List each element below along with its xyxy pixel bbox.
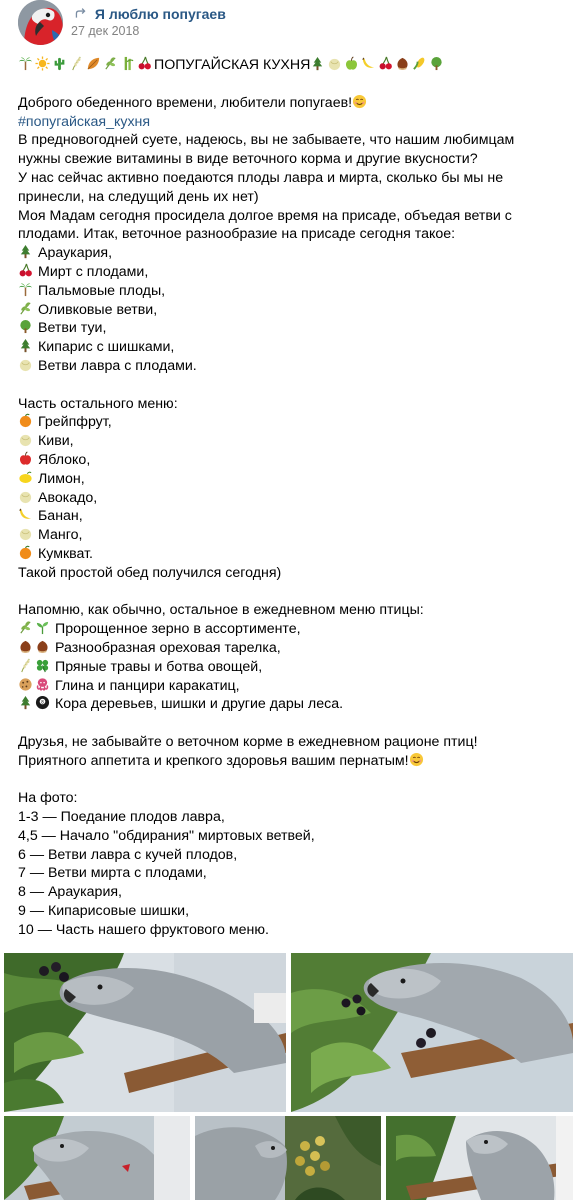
apple-icon xyxy=(18,451,33,466)
photo-caption: 7 — Ветви мирта с плодами, xyxy=(18,865,207,882)
intro-line: Моя Мадам сегодня просидела долгое время на присаде, объедая ветви с xyxy=(18,207,512,224)
intro-line: принесли, на следущий день их нет) xyxy=(18,188,259,205)
photo-caption: 10 — Часть нашего фруктового меню. xyxy=(18,921,269,938)
menu-item-text: Лимон, xyxy=(38,470,85,487)
closing-line-2 xyxy=(18,752,558,771)
round-tree-icon xyxy=(18,319,33,334)
branch-item-text: Кипарис с шишками, xyxy=(38,339,175,356)
daily-list xyxy=(18,620,558,714)
chestnut-icon xyxy=(35,639,50,654)
photo-5[interactable] xyxy=(386,1116,573,1200)
octopus-icon xyxy=(35,677,50,692)
billiard-ball-icon xyxy=(35,695,50,710)
menu-item xyxy=(18,507,558,526)
chestnut-icon xyxy=(395,56,410,71)
cactus-icon xyxy=(52,56,67,71)
repost-icon xyxy=(74,7,87,20)
photo-caption-list xyxy=(18,808,558,940)
cherries-icon xyxy=(378,56,393,71)
green-apple-icon xyxy=(344,56,359,71)
menu-item-text: Яблоко, xyxy=(38,451,91,468)
menu-item xyxy=(18,451,558,470)
avatar[interactable] xyxy=(18,0,63,45)
melon-icon xyxy=(18,526,33,541)
branch-item-text: Ветви лавра с плодами. xyxy=(38,357,197,374)
photo-3[interactable] xyxy=(4,1116,190,1200)
menu-item xyxy=(18,526,558,545)
chestnut-icon xyxy=(18,639,33,654)
melon-icon xyxy=(18,357,33,372)
menu-heading: Часть остального меню: xyxy=(18,395,178,412)
menu-outro: Такой простой обед получился сегодня) xyxy=(18,564,282,581)
daily-item xyxy=(18,639,558,658)
closing-text: Приятного аппетита и крепкого здоровья вашим пернатым! xyxy=(18,752,409,769)
closing-line-1: Друзья, не забывайте о веточном корме в ежедневном рационе птиц! xyxy=(18,733,478,750)
menu-item-text: Киви, xyxy=(38,433,74,450)
post-title: ПОПУГАЙСКАЯ КУХНЯ xyxy=(154,57,311,73)
smile-icon xyxy=(409,752,424,767)
intro-line: нужны свежие витамины в виде веточного корма и другие вкусности? xyxy=(18,151,478,168)
tree-icon xyxy=(18,338,33,353)
melon-icon xyxy=(18,489,33,504)
daily-item xyxy=(18,677,558,696)
post-text xyxy=(18,55,558,940)
menu-item-text: Грейпфрут, xyxy=(38,414,112,431)
branch-item xyxy=(18,244,558,263)
photo-1[interactable] xyxy=(4,953,286,1112)
palm-icon xyxy=(18,282,33,297)
branch-item xyxy=(18,282,558,301)
tree-icon xyxy=(18,695,33,710)
menu-item xyxy=(18,432,558,451)
branch-item xyxy=(18,357,558,376)
branch-item-text: Пальмовые плоды, xyxy=(38,282,166,299)
photo-heading: На фото: xyxy=(18,790,78,807)
branch-item xyxy=(18,301,558,320)
palm-icon xyxy=(18,56,33,71)
greeting-line xyxy=(18,94,558,113)
intro-line: плодами. Итак, веточное разнообразие на присаде сегодня такое: xyxy=(18,226,456,243)
photo-caption: 8 — Араукария, xyxy=(18,884,122,901)
herb-icon xyxy=(18,620,33,635)
seedling-icon xyxy=(35,620,50,635)
author-name-label[interactable]: Я люблю попугаев xyxy=(94,6,226,22)
daily-item xyxy=(18,695,558,714)
branch-item xyxy=(18,263,558,282)
branch-item-text: Оливковые ветви, xyxy=(38,301,158,318)
cherries-icon xyxy=(18,263,33,278)
bamboo-icon xyxy=(120,56,135,71)
leaves-icon xyxy=(86,56,101,71)
round-tree-icon xyxy=(429,56,444,71)
branch-item xyxy=(18,338,558,357)
post-header xyxy=(0,0,573,50)
daily-item-text: Пророщенное зерно в ассортименте, xyxy=(55,621,301,638)
photo-caption: 9 — Кипарисовые шишки, xyxy=(18,903,190,920)
intro-line: В предновогодней суете, надеюсь, вы не забываете, что нашим любимцам xyxy=(18,132,515,149)
daily-item-text: Глина и панцири каракатиц, xyxy=(55,677,240,694)
branch-list xyxy=(18,244,558,376)
daily-item-text: Кора деревьев, шишки и другие дары леса. xyxy=(55,696,344,713)
cookie-icon xyxy=(18,677,33,692)
menu-item xyxy=(18,470,558,489)
smile-icon xyxy=(352,94,367,109)
post-date[interactable]: 27 дек 2018 xyxy=(71,24,140,38)
tree-icon xyxy=(18,244,33,259)
intro-line: У нас сейчас активно поедаются плоды лавра и мирта, сколько бы мы не xyxy=(18,169,504,186)
daily-item-text: Разнообразная ореховая тарелка, xyxy=(55,639,281,656)
branch-item-text: Араукария, xyxy=(38,245,113,262)
photo-caption: 1-3 — Поедание плодов лавра, xyxy=(18,809,225,826)
intro-paragraph xyxy=(18,131,558,244)
branch-item-text: Мирт с плодами, xyxy=(38,263,149,280)
author-name[interactable] xyxy=(74,6,226,22)
photo-caption: 4,5 — Начало "обдирания" миртовых ветвей, xyxy=(18,827,315,844)
rice-icon xyxy=(18,658,33,673)
post-title-line xyxy=(18,55,558,75)
menu-item xyxy=(18,545,558,564)
cherries-icon xyxy=(137,56,152,71)
photo-caption: 6 — Ветви лавра с кучей плодов, xyxy=(18,846,238,863)
orange-icon xyxy=(18,413,33,428)
tree-icon xyxy=(310,56,325,71)
branch-item xyxy=(18,319,558,338)
daily-item xyxy=(18,658,558,677)
banana-icon xyxy=(361,56,376,71)
menu-item-text: Авокадо, xyxy=(38,489,98,506)
photo-4[interactable] xyxy=(195,1116,381,1200)
lemon-icon xyxy=(18,470,33,485)
hashtag-link[interactable]: #попугайская_кухня xyxy=(18,113,151,130)
herb-icon xyxy=(103,56,118,71)
daily-item-text: Пряные травы и ботва овощей, xyxy=(55,658,263,675)
orange-icon xyxy=(18,545,33,560)
menu-item-text: Банан, xyxy=(38,508,83,525)
corn-icon xyxy=(412,56,427,71)
melon-icon xyxy=(327,56,342,71)
sun-icon xyxy=(35,56,50,71)
branch-item-text: Ветви туи, xyxy=(38,320,107,337)
menu-item-text: Манго, xyxy=(38,527,83,544)
clover-icon xyxy=(35,658,50,673)
daily-item xyxy=(18,620,558,639)
banana-icon xyxy=(18,507,33,522)
melon-icon xyxy=(18,432,33,447)
greeting: Доброго обеденного времени, любители попугаев! xyxy=(18,94,353,111)
menu-list xyxy=(18,413,558,563)
herb-icon xyxy=(18,301,33,316)
menu-item xyxy=(18,413,558,432)
photo-2[interactable] xyxy=(291,953,573,1112)
menu-item-text: Кумкват. xyxy=(38,545,93,562)
rice-icon xyxy=(69,56,84,71)
menu-item xyxy=(18,489,558,508)
daily-heading: Напомню, как обычно, остальное в ежедневном меню птицы: xyxy=(18,602,424,619)
